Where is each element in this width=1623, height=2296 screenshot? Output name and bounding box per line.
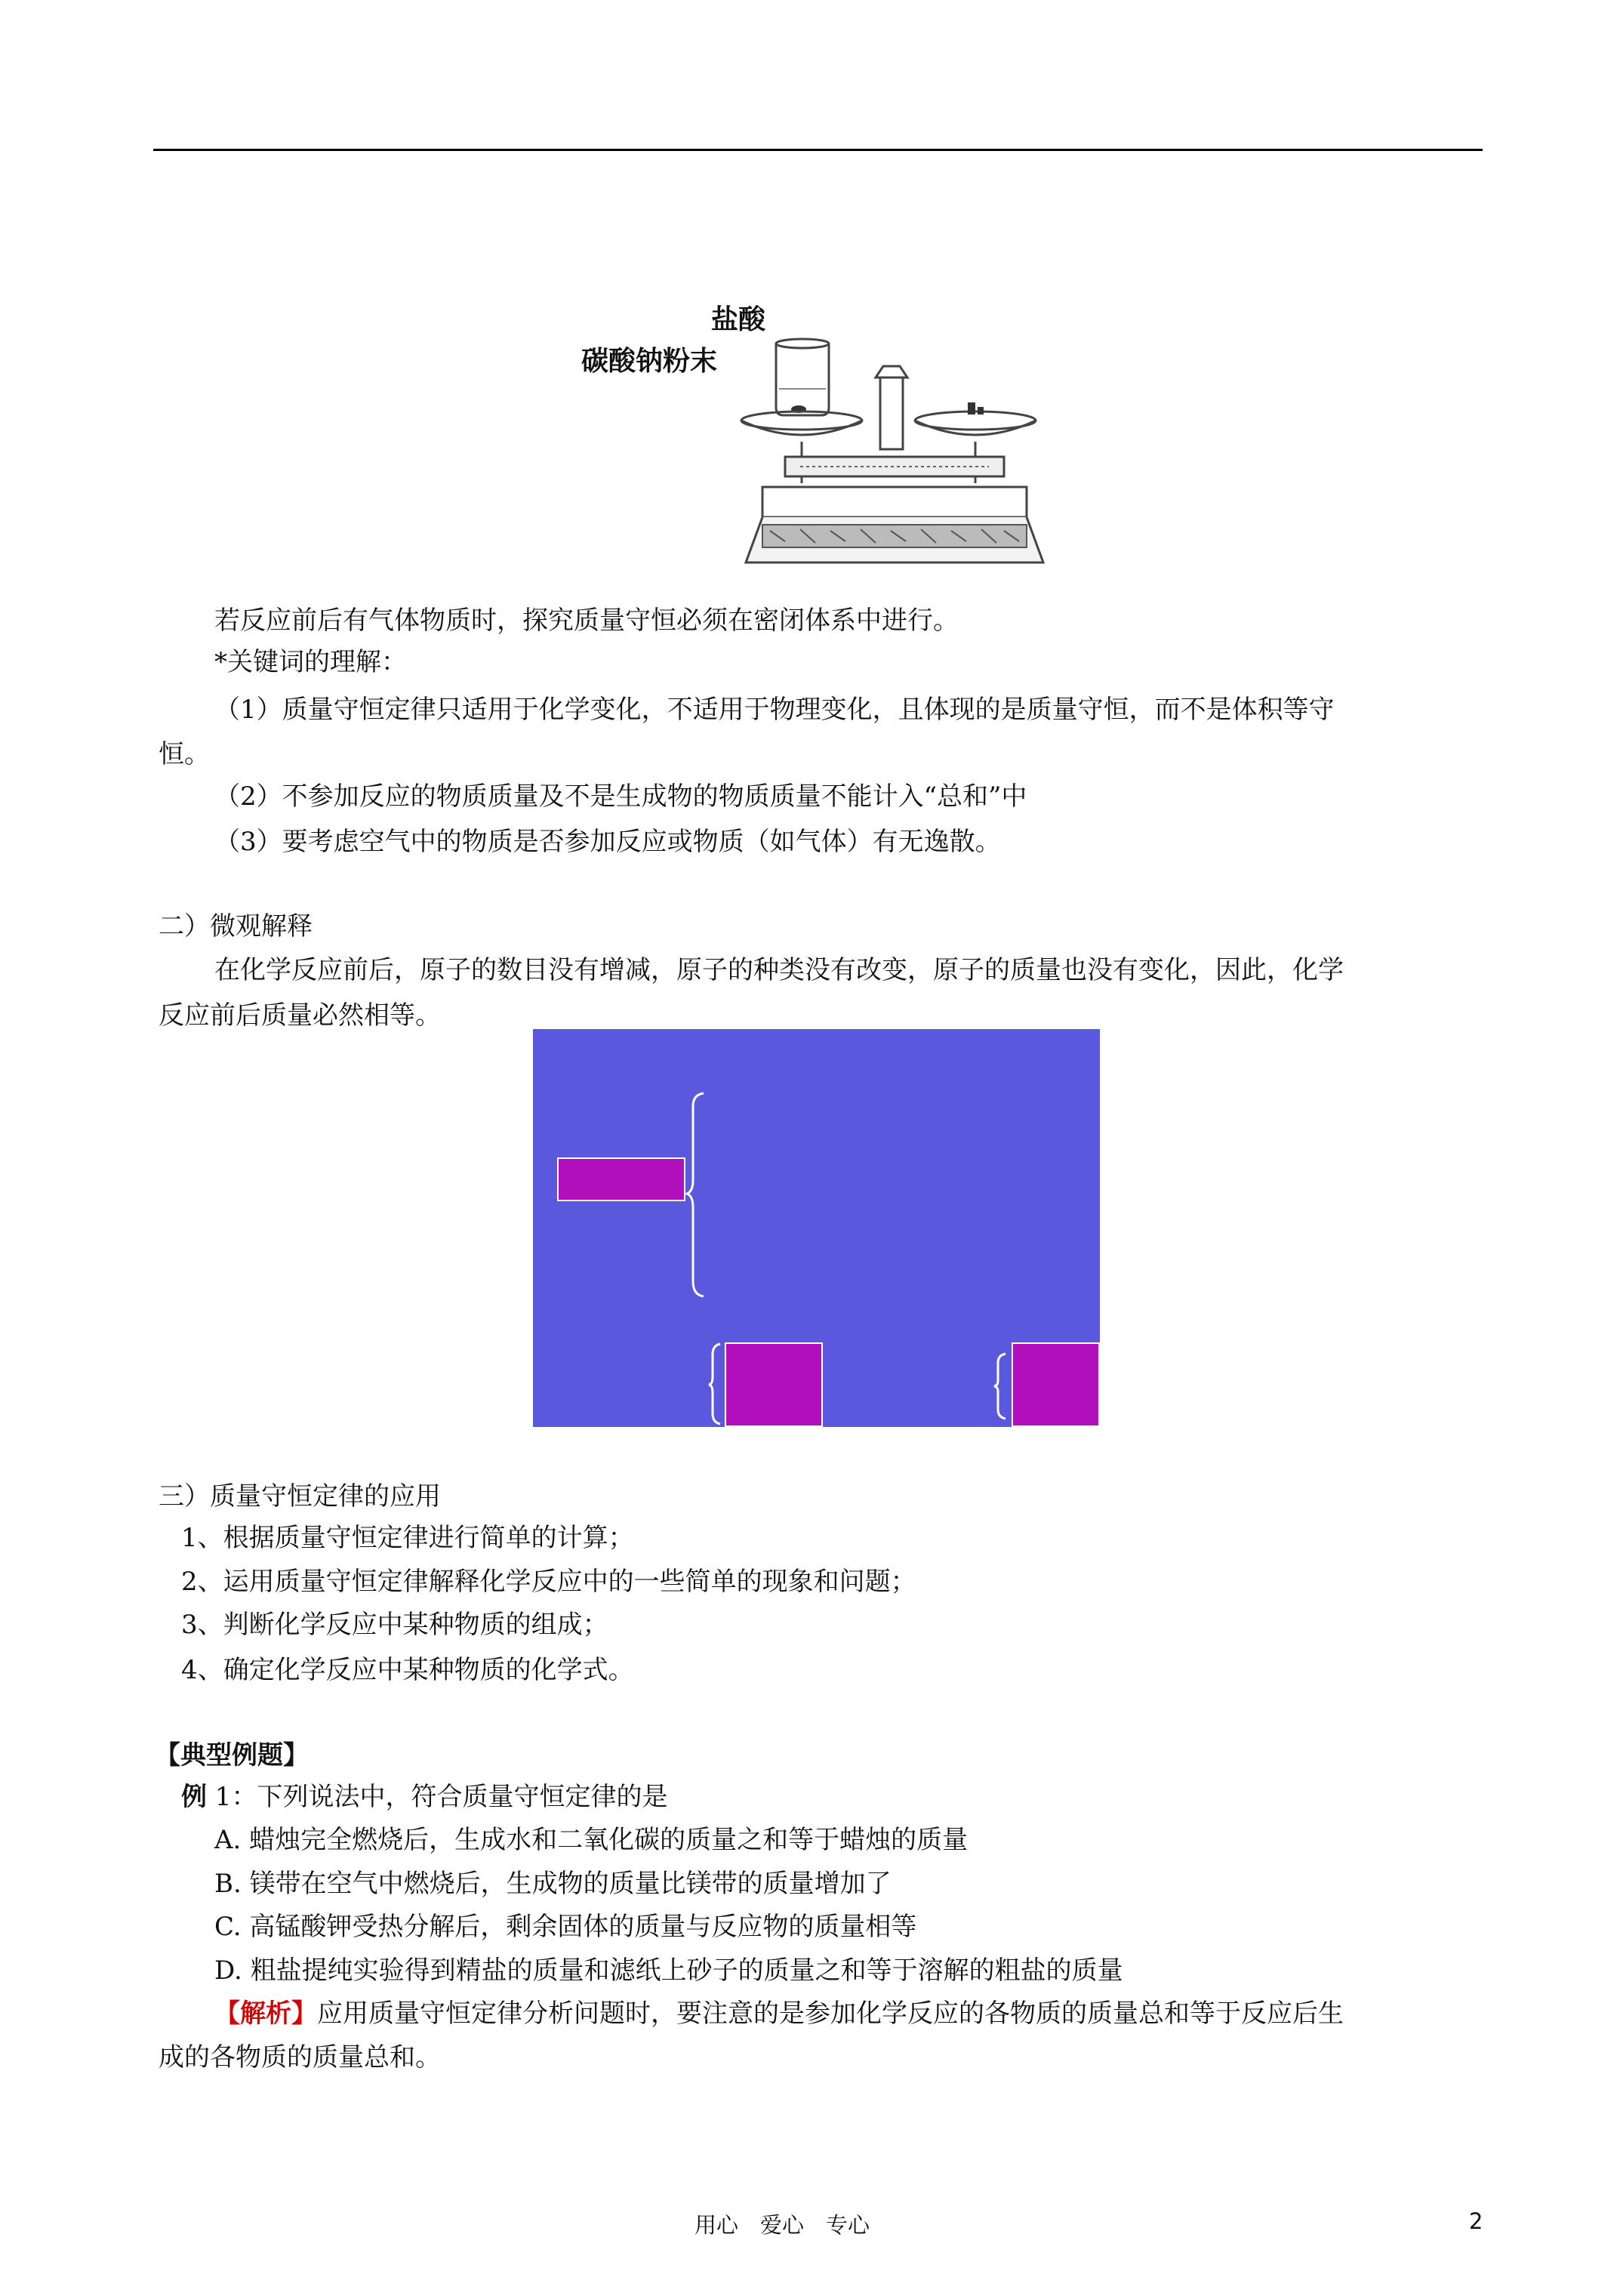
- option-b: B. 镁带在空气中燃烧后，生成物的质量比镁带的质量增加了: [214, 1869, 892, 1899]
- figure-label-hydrochloric-acid: 盐酸: [711, 304, 766, 335]
- keyword-item-1-continued: 恒。: [159, 739, 210, 769]
- option-a: A. 蜡烛完全燃烧后，生成水和二氧化碳的质量之和等于蜡烛的质量: [214, 1825, 969, 1855]
- keyword-item-2: （2）不参加反应的物质质量及不是生成物的物质质量不能计入“总和”中: [214, 781, 1027, 812]
- application-item-3: 3、判断化学反应中某种物质的组成；: [181, 1610, 608, 1640]
- paragraph-gas-closed-system: 若反应前后有气体物质时，探究质量守恒必须在密闭体系中进行。: [214, 606, 959, 636]
- analysis-text: 应用质量守恒定律分析问题时，要注意的是参加化学反应的各物质的质量总和等于反应后生: [317, 1999, 1344, 2029]
- example-1-question: [181, 1780, 667, 1814]
- page-number: 2: [1469, 2208, 1483, 2234]
- application-item-4: 4、确定化学反应中某种物质的化学式。: [181, 1655, 634, 1685]
- figure-label-sodium-carbonate: 碳酸钠粉末: [581, 346, 718, 377]
- magenta-block-right: [1012, 1342, 1100, 1427]
- keyword-item-3: （3）要考虑空气中的物质是否参加反应或物质（如气体）有无逸散。: [214, 827, 1001, 857]
- option-c: C. 高锰酸钾受热分解后，剩余固体的质量与反应物的质量相等: [214, 1912, 917, 1942]
- magenta-block-left: [557, 1157, 685, 1201]
- balance-illustration: [732, 336, 1057, 585]
- atom-diagram-panel: [533, 1029, 1100, 1427]
- brace-small-left: [708, 1342, 723, 1425]
- footer-motto: 用心 爱心 专心: [694, 2212, 870, 2238]
- example-label: 例: [181, 1782, 207, 1812]
- micro-explanation-continued: 反应前后质量必然相等。: [159, 1000, 441, 1031]
- keyword-heading: *关键词的理解：: [214, 647, 407, 677]
- option-d: D. 粗盐提纯实验得到精盐的质量和滤纸上砂子的质量之和等于溶解的粗盐的质量: [214, 1955, 1123, 1986]
- analysis-line: [214, 1997, 1344, 2030]
- section-heading-application: 三）质量守恒定律的应用: [159, 1481, 441, 1512]
- balance-figure: [581, 291, 1064, 585]
- application-item-2: 2、运用质量守恒定律解释化学反应中的一些简单的现象和问题；: [181, 1567, 916, 1597]
- analysis-tag: 【解析】: [214, 1999, 317, 2029]
- example-1-text: 1：下列说法中，符合质量守恒定律的是: [207, 1782, 668, 1812]
- magenta-block-middle: [725, 1342, 823, 1427]
- header-rule: [153, 149, 1483, 151]
- section-heading-micro: 二）微观解释: [159, 911, 313, 942]
- brace-large: [685, 1091, 708, 1299]
- analysis-continued: 成的各物质的质量总和。: [159, 2042, 441, 2073]
- examples-heading: 【典型例题】: [155, 1740, 309, 1771]
- brace-small-right: [993, 1352, 1009, 1420]
- micro-explanation: 在化学反应前后，原子的数目没有增减，原子的种类没有改变，原子的质量也没有变化，因此，化学: [214, 955, 1344, 985]
- keyword-item-1: （1）质量守恒定律只适用于化学变化，不适用于物理变化，且体现的是质量守恒，而不是体积等守: [214, 695, 1335, 725]
- application-item-1: 1、根据质量守恒定律进行简单的计算；: [181, 1523, 634, 1553]
